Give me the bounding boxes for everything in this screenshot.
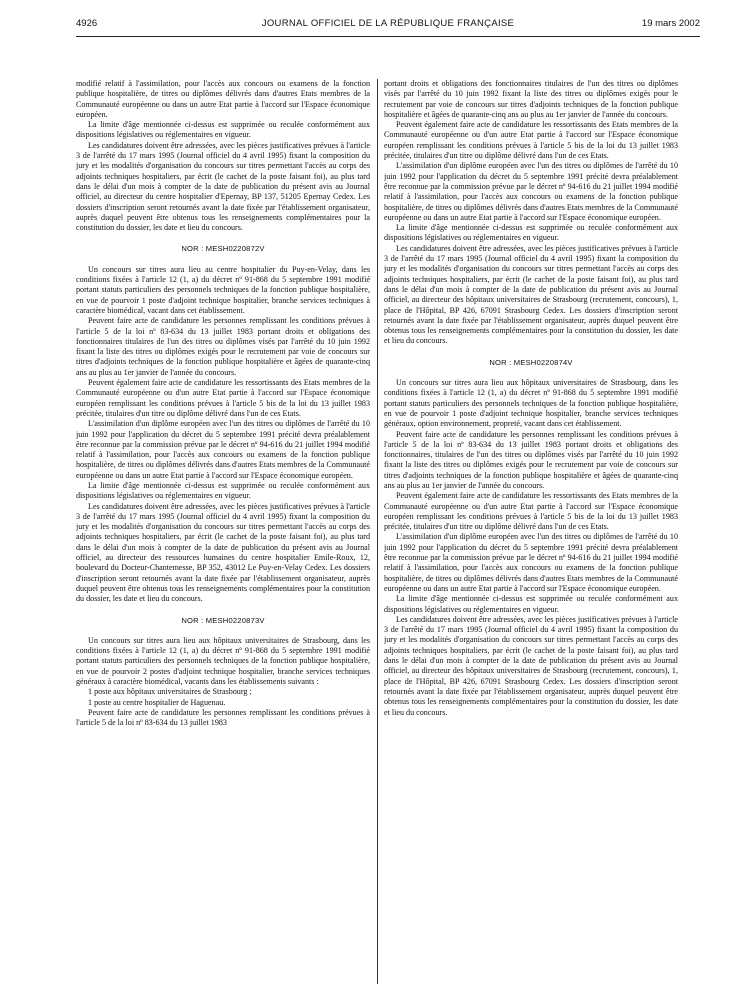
- paragraph: Un concours sur titres aura lieu aux hôpitaux universitaires de Strasbourg, dans les conditions fixées à l'article 12 (1, a) du décret nº 91-868 du 5 septembre 1991 modifié portant statuts particuliers des personnels techniques de la fonction publique hospitalière, en vue de pourvoir 2 postes d'adjoint technique hospitalier, branche services techniques généraux à caractère biomédical, vacants dans les établissements suivants :: [76, 635, 370, 687]
- paragraph: La limite d'âge mentionnée ci-dessus est supprimée ou reculée conformément aux dispositions législatives ou réglementaires en vigueur.: [384, 594, 678, 614]
- paragraph: Les candidatures doivent être adressées, avec les pièces justificatives prévues à l'article 3 de l'arrêté du 17 mars 1995 (Journal officiel du 4 avril 1995) fixant la composition du jury et les modalités d'organisation du concours sur titres permettant l'accès au corps des adjoints techniques hospitaliers, par écrit (le cachet de la poste faisant foi), au plus tard dans le délai d'un mois à compter de la date de publication du présent avis au Journal officiel, au directeur des hôpitaux universitaires de Strasbourg (recrutement, concours), 1, place de l'Hôpital, BP 426, 67091 Strasbourg Cedex. Les dossiers d'inscription seront retournés avant la date fixée par l'établissement organisateur, auprès duquel peuvent être obtenus tous les renseignements complémentaires pour la constitution du dossier, les date et lieu du concours.: [384, 614, 678, 717]
- paragraph: Peuvent faire acte de candidature les personnes remplissant les conditions prévues à l'article 5 de la loi nº 83-634 du 13 juillet 1983 portant droits et obligations des fonctionnaires titulaires de l'un des titres ou diplômes visés par l'arrêté du 10 juin 1992 fixant la liste des titres ou diplômes exigés pour le recrutement par voie de concours sur titres d'adjoints techniques de la fonction publique hospitalière et âgées de quarante-cinq ans au plus au 1er janvier de l'année du concours.: [76, 316, 370, 377]
- header-rule: [76, 36, 700, 37]
- paragraph: La limite d'âge mentionnée ci-dessus est supprimée ou reculée conformément aux dispositions législatives ou réglementaires en vigueur.: [384, 223, 678, 243]
- paragraph: La limite d'âge mentionnée ci-dessus est supprimée ou reculée conformément aux dispositions législatives ou réglementaires en vigueur.: [76, 480, 370, 501]
- list-item: 1 poste aux hôpitaux universitaires de Strasbourg ;: [88, 687, 252, 697]
- page-number: 4926: [76, 18, 98, 29]
- paragraph: portant droits et obligations des fonctionnaires titulaires de l'un des titres ou diplômes visés par l'arrêté du 10 juin 1992 fixant la liste des titres ou diplômes exigés pour le recrutement par voie de concours sur titres d'adjoints techniques de la fonction publique hospitalière et âgées de quarante-cinq ans au plus au 1er janvier de l'année du concours.: [384, 79, 678, 119]
- nor-reference: NOR : MESH0220873V: [181, 615, 265, 625]
- paragraph: L'assimilation d'un diplôme européen avec l'un des titres ou diplômes de l'arrêté du 10 juin 1992 pour l'application du décret du 5 septembre 1991 précité devra préalablement être reconnue par la commission prévue par le décret nº 94-616 du 21 juillet 1994 modifié relatif à l'assimilation, pour l'accès aux concours ou examens de la fonction publique hospitalière, de titres ou diplômes délivrés dans d'autres Etats membres de la Communauté européenne ou dans un autre Etat partie à l'accord sur l'Espace économique européen.: [384, 532, 678, 593]
- list-item: 1 poste au centre hospitalier de Haguenau.: [88, 697, 226, 707]
- journal-title: JOURNAL OFFICIEL DE LA RÉPUBLIQUE FRANÇAISE: [261, 18, 515, 29]
- publication-date: 19 mars 2002: [641, 18, 700, 29]
- paragraph: Peuvent faire acte de candidature les personnes remplissant les conditions prévues à l'article 5 de la loi nº 83-634 du 13 juillet 1983 portant droits et obligations des fonctionnaires, titulaires de l'un des titres ou diplômes visés par l'arrêté du 10 juin 1992 fixant la liste des titres ou diplômes exigés pour le recrutement par voie de concours sur titres d'adjoints techniques de la fonction publique hospitalière et âgées de quarante-cinq ans au plus au 1er janvier de l'année du concours.: [384, 429, 678, 490]
- paragraph: Un concours sur titres aura lieu au centre hospitalier du Puy-en-Velay, dans les conditions fixées à l'article 12 (1, a) du décret nº 91-868 du 5 septembre 1991 modifié portant statuts particuliers des personnels techniques de la fonction publique hospitalière, en vue de pourvoir 1 poste d'adjoint technique hospitalier, branche services techniques à caractère biomédical, vacant dans cet établissement.: [76, 264, 370, 315]
- paragraph: Les candidatures doivent être adressées, avec les pièces justificatives prévues à l'article 3 de l'arrêté du 17 mars 1995 (Journal officiel du 4 avril 1995) fixant la composition du jury et les modalités d'organisation du concours sur titres permettant l'accès au corps des adjoints techniques hospitaliers, par écrit (le cachet de la poste faisant foi), au plus tard dans le délai d'un mois à compter de la date de publication du présent avis au Journal officiel, au directeur des hôpitaux universitaires de Strasbourg (recrutement, concours), 1, place de l'Hôpital, BP 426, 67091 Strasbourg Cedex. Les dossiers d'inscription seront retournés avant la date fixée par l'établissement organisateur, auprès duquel peuvent être obtenus tous les renseignements complémentaires pour la constitution du dossier, les date et lieu du concours.: [384, 243, 678, 346]
- paragraph: Peuvent également faire acte de candidature les ressortissants des Etats membres de la Communauté européenne ou d'un autre Etat partie à l'accord sur l'Espace économique européen remplissant les conditions prévues à l'article 5 bis de la loi du 13 juillet 1983 précitée, titulaires d'un titre ou diplôme délivré dans l'un de ces Etats.: [384, 120, 678, 161]
- paragraph: L'assimilation d'un diplôme européen avec l'un des titres ou diplômes de l'arrêté du 10 juin 1992 pour l'application du décret du 5 septembre 1991 précité devra préalablement être reconnue par la commission prévue par le décret nº 94-616 du 21 juillet 1994 modifié relatif à l'assimilation, pour l'accès aux concours ou examens de la fonction publique hospitalière, de titres ou diplômes délivrés dans d'autres Etats membres de la Communauté européenne ou dans un autre Etat partie à l'accord sur l'Espace économique européen.: [384, 161, 678, 222]
- paragraph: L'assimilation d'un diplôme européen avec l'un des titres ou diplômes de l'arrêté du 10 juin 1992 pour l'application du décret du 5 septembre 1991 précité devra préalablement être reconnue par la commission prévue par le décret nº 94-616 du 21 juillet 1994 modifié relatif à l'assimilation, pour l'accès aux concours ou examens de la fonction publique hospitalière, de titres ou diplômes délivrés dans d'autres Etats membres de la Communauté européenne ou dans un autre Etat partie à l'accord sur l'Espace économique européen.: [76, 419, 370, 480]
- paragraph: Peuvent faire acte de candidature les personnes remplissant les conditions prévues à l'article 5 de la loi nº 83-634 du 13 juillet 1983: [76, 707, 370, 728]
- column-divider: [377, 79, 378, 984]
- nor-reference: NOR : MESH0220872V: [181, 244, 265, 254]
- paragraph: Un concours sur titres aura lieu aux hôpitaux universitaires de Strasbourg, dans les conditions fixées à l'article 12 (1, a) du décret nº 91-868 du 5 septembre 1991 modifié portant statuts particuliers des personnels techniques de la fonction publique hospitalière, en vue de pourvoir 1 poste d'adjoint technique hospitalier, branche services techniques généraux, option environnement, propreté, vacant dans cet établissement.: [384, 378, 678, 429]
- paragraph: Les candidatures doivent être adressées, avec les pièces justificatives prévues à l'article 3 de l'arrêté du 17 mars 1995 (Journal officiel du 4 avril 1995) fixant la composition du jury et les modalités d'organisation du concours sur titres permettant l'accès au corps des adjoints techniques hospitaliers, par écrit (le cachet de la poste faisant foi), au plus tard dans le délai d'un mois à compter de la date de publication du présent avis au Journal officiel, au directeur des ressources humaines du centre hospitalier Emile-Roux, 12, boulevard du Docteur-Chantemesse, BP 352, 43012 Le Puy-en-Velay Cedex. Les dossiers d'inscription seront retournés avant la date fixée par l'établissement organisateur, auprès duquel peuvent être obtenus tous les renseignements complémentaires pour la constitution du dossier, les date et lieu du concours.: [76, 501, 370, 604]
- right-column: [384, 79, 678, 984]
- paragraph: Peuvent également faire acte de candidature les ressortissants des Etats membres de la Communauté européenne ou d'un autre Etat partie à l'accord sur l'Espace économique européen remplissant les conditions prévues à l'article 5 bis de la loi du 13 juillet 1983 précitée, titulaires d'un titre ou diplôme délivré dans l'un de ces Etats.: [384, 491, 678, 532]
- page-header: [76, 18, 700, 32]
- paragraph: Peuvent également faire acte de candidature les ressortissants des Etats membres de la Communauté européenne ou d'un autre Etat partie à l'accord sur l'Espace économique européen remplissant les conditions prévues à l'article 5 bis de la loi du 13 juillet 1983 précitée, titulaires d'un titre ou diplôme délivré dans l'un de ces Etats.: [76, 378, 370, 418]
- paragraph: Les candidatures doivent être adressées, avec les pièces justificatives prévues à l'article 3 de l'arrêté du 17 mars 1995 (Journal officiel du 4 avril 1995) fixant la composition du jury et les modalités d'organisation du concours sur titres permettant l'accès au corps des adjoints techniques hospitaliers, par écrit (le cachet de la poste faisant foi), au plus tard dans le délai d'un mois à compter de la date de publication du présent avis au Journal officiel, au directeur du centre hospitalier d'Epernay, BP 137, 51205 Epernay Cedex. Les dossiers d'inscription seront retournés avant la date fixée par l'établissement organisateur, auprès duquel peuvent être obtenus tous les renseignements complémentaires pour la constitution du dossier, les date et lieu du concours.: [76, 140, 370, 233]
- nor-reference: NOR : MESH0220874V: [489, 357, 573, 367]
- left-column: [76, 79, 370, 984]
- paragraph: La limite d'âge mentionnée ci-dessus est supprimée ou reculée conformément aux dispositions législatives ou réglementaires en vigueur.: [76, 120, 370, 140]
- paragraph: modifié relatif à l'assimilation, pour l'accès aux concours ou examens de la fonction publique hospitalière, de titres ou diplômes délivrés dans d'autres Etats membres de la Communauté européenne ou dans un autre Etat partie à l'accord sur l'Espace économique européen.: [76, 79, 370, 119]
